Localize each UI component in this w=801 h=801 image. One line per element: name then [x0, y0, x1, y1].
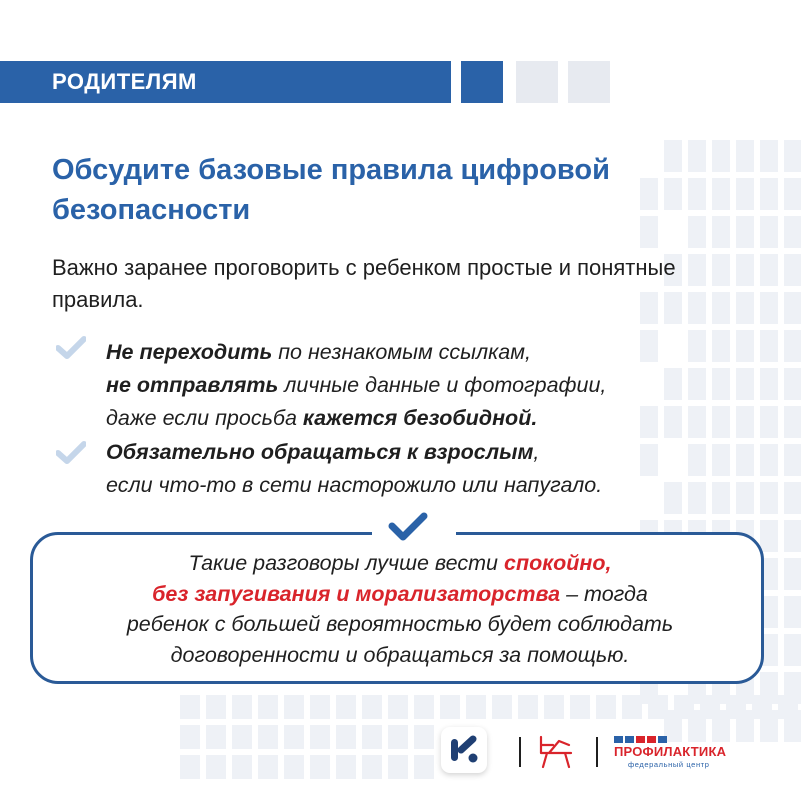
- bg-tile: [232, 695, 252, 719]
- bg-tile: [648, 695, 668, 719]
- bg-tile: [258, 755, 278, 779]
- rule-2-line-2: если что-то в сети насторожило или напугало.: [106, 473, 603, 497]
- brand-marks-icon: [614, 736, 674, 743]
- bg-tile: [760, 292, 778, 324]
- bg-tile: [362, 725, 382, 749]
- k-logo-icon: [441, 727, 487, 773]
- bg-tile: [258, 695, 278, 719]
- bg-tile: [180, 695, 200, 719]
- bg-tile: [388, 695, 408, 719]
- bg-tile: [310, 695, 330, 719]
- header-square-dark: [461, 61, 503, 103]
- bg-tile: [414, 725, 434, 749]
- footer-divider-2: [596, 737, 598, 767]
- bg-tile: [784, 444, 801, 476]
- check-icon: [56, 441, 86, 465]
- bg-tile: [784, 330, 801, 362]
- callout-line-1: Такие разговоры лучше вести спокойно,: [188, 551, 612, 575]
- bg-tile: [760, 216, 778, 248]
- header-label: РОДИТЕЛЯМ: [52, 69, 197, 94]
- header-square-light: [516, 61, 558, 103]
- bg-tile: [232, 725, 252, 749]
- rule-1-line-3: даже если просьба кажется безобидной.: [106, 406, 538, 430]
- bg-tile: [570, 695, 590, 719]
- intro-text: Важно заранее проговорить с ребенком простые и понятные правила.: [52, 255, 676, 312]
- bg-tile: [206, 725, 226, 749]
- bg-tile: [362, 755, 382, 779]
- bg-tile: [760, 406, 778, 438]
- header-square-light-2: [568, 61, 610, 103]
- bg-tile: [414, 755, 434, 779]
- rule-2-line-1: Обязательно обращаться к взрослым,: [106, 440, 540, 464]
- check-icon: [56, 336, 86, 360]
- k-logo: [441, 727, 487, 773]
- bg-tile: [284, 755, 304, 779]
- bg-tile: [466, 695, 486, 719]
- bg-tile: [784, 596, 801, 628]
- chair-logo-icon: [535, 733, 577, 769]
- bg-tile: [760, 140, 778, 172]
- bg-tile: [284, 695, 304, 719]
- bg-tile: [784, 558, 801, 590]
- checkmark-badge-icon: [388, 512, 428, 542]
- rule-item-2: [106, 436, 766, 502]
- bg-tile: [784, 368, 801, 400]
- bg-tile: [622, 695, 642, 719]
- rule-1-line-2: не отправлять личные данные и фотографии,: [106, 373, 607, 397]
- footer-divider: [519, 737, 521, 767]
- bg-tile: [784, 634, 801, 666]
- callout-line-4: договоренности и обращаться за помощью.: [170, 642, 630, 667]
- bg-tile: [336, 755, 356, 779]
- bg-tile: [736, 140, 754, 172]
- brand-subtitle: федеральный центр: [628, 760, 710, 769]
- bg-tile: [596, 695, 616, 719]
- bg-tile: [388, 755, 408, 779]
- bg-tile: [336, 695, 356, 719]
- bg-tile: [760, 254, 778, 286]
- callout-text: [50, 548, 750, 670]
- bg-tile: [414, 695, 434, 719]
- bg-tile: [310, 755, 330, 779]
- bg-tile: [784, 216, 801, 248]
- callout-line-3: ребенок с большей вероятностью будет соблюдать: [126, 612, 674, 636]
- bg-tile: [544, 695, 564, 719]
- bg-tile: [752, 695, 772, 719]
- bg-tile: [492, 695, 512, 719]
- bg-tile: [760, 178, 778, 210]
- bg-tile: [258, 725, 278, 749]
- bg-tile: [180, 725, 200, 749]
- rule-item-1: [106, 336, 746, 435]
- bg-tile: [206, 755, 226, 779]
- bg-tile: [180, 755, 200, 779]
- bg-tile: [760, 368, 778, 400]
- bg-tile: [760, 520, 778, 552]
- bg-tile: [388, 725, 408, 749]
- bg-tile: [760, 330, 778, 362]
- bg-tile: [700, 695, 720, 719]
- rule-1-line-1: Не переходить по незнакомым ссылкам,: [106, 340, 531, 364]
- bg-tile: [726, 695, 746, 719]
- bg-tile: [674, 695, 694, 719]
- bg-tile: [778, 695, 798, 719]
- bg-tile: [232, 755, 252, 779]
- bg-tile: [784, 520, 801, 552]
- bg-tile: [736, 178, 754, 210]
- bg-tile: [284, 725, 304, 749]
- bg-tile: [784, 178, 801, 210]
- bg-tile: [440, 695, 460, 719]
- bg-tile: [518, 695, 538, 719]
- bg-tile: [784, 254, 801, 286]
- callout-line-2: без запугивания и морализаторства – тогда: [152, 581, 648, 606]
- page-title: Обсудите базовые правила цифровой безопасности: [52, 154, 610, 226]
- bg-tile: [736, 216, 754, 248]
- bg-tile: [362, 695, 382, 719]
- bg-tile: [784, 140, 801, 172]
- bg-tile: [310, 725, 330, 749]
- bg-tile: [336, 725, 356, 749]
- bg-tile: [206, 695, 226, 719]
- bg-tile: [784, 406, 801, 438]
- bg-tile: [784, 482, 801, 514]
- brand-name: ПРОФИЛАКТИКА: [614, 744, 727, 759]
- bg-tile: [784, 292, 801, 324]
